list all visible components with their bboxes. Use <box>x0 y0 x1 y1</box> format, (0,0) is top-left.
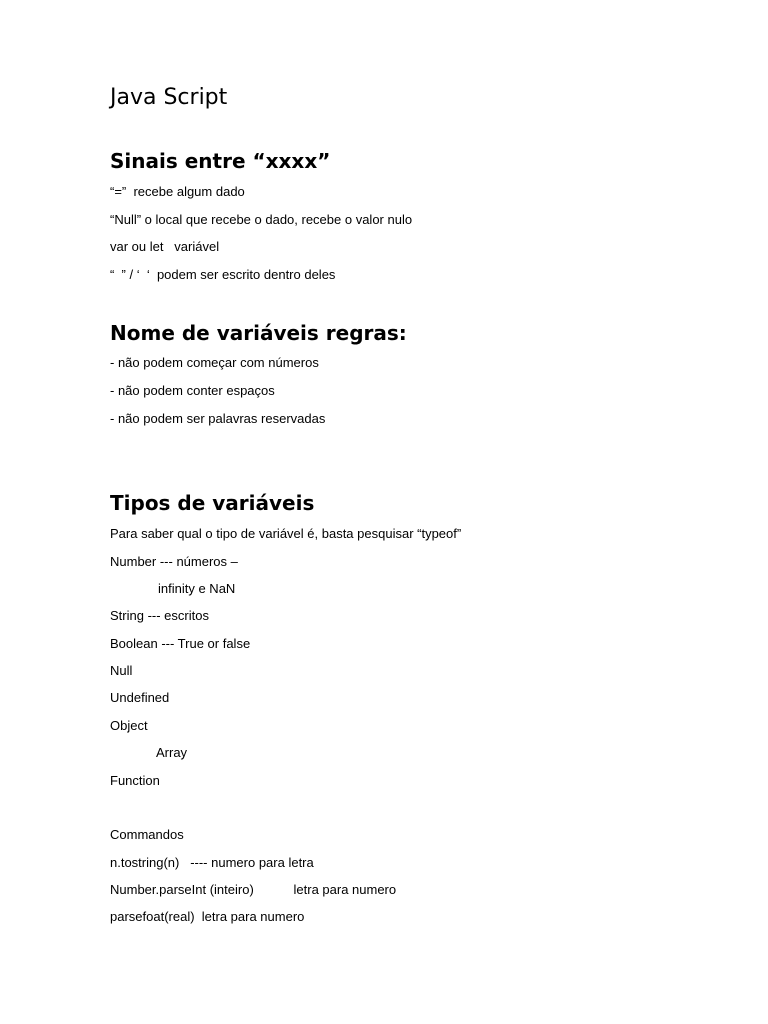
text-line: - não podem ser palavras reservadas <box>110 411 326 426</box>
text-line: Function <box>110 773 160 788</box>
section-heading-sinais: Sinais entre “xxxx” <box>110 149 331 173</box>
text-line: Para saber qual o tipo de variável é, basta pesquisar “typeof” <box>110 526 462 541</box>
text-line: Null <box>110 663 133 678</box>
text-line: - não podem conter espaços <box>110 383 275 398</box>
text-line: - não podem começar com números <box>110 355 319 370</box>
section-heading-tipos: Tipos de variáveis <box>110 491 315 515</box>
text-line: n.tostring(n) ---- numero para letra <box>110 855 314 870</box>
text-line: Boolean --- True or false <box>110 636 251 651</box>
text-line: String --- escritos <box>110 608 209 623</box>
text-line: Object <box>110 718 148 733</box>
text-line: var ou let variável <box>110 239 220 254</box>
text-line: Undefined <box>110 690 170 705</box>
text-line-indented: Array <box>156 745 188 760</box>
text-line-indented: infinity e NaN <box>158 581 236 596</box>
text-line: parsefoat(real) letra para numero <box>110 909 305 924</box>
text-line: Commandos <box>110 827 184 842</box>
text-line: Number.parseInt (inteiro) letra para numero <box>110 882 397 897</box>
text-line: Number --- números – <box>110 554 238 569</box>
text-line: “ ” / ‘ ‘ podem ser escrito dentro deles <box>110 267 336 282</box>
document-title: Java Script <box>110 85 228 110</box>
section-heading-regras: Nome de variáveis regras: <box>110 321 407 345</box>
text-line: “Null” o local que recebe o dado, recebe o valor nulo <box>110 212 413 227</box>
text-line: “=” recebe algum dado <box>110 184 245 199</box>
